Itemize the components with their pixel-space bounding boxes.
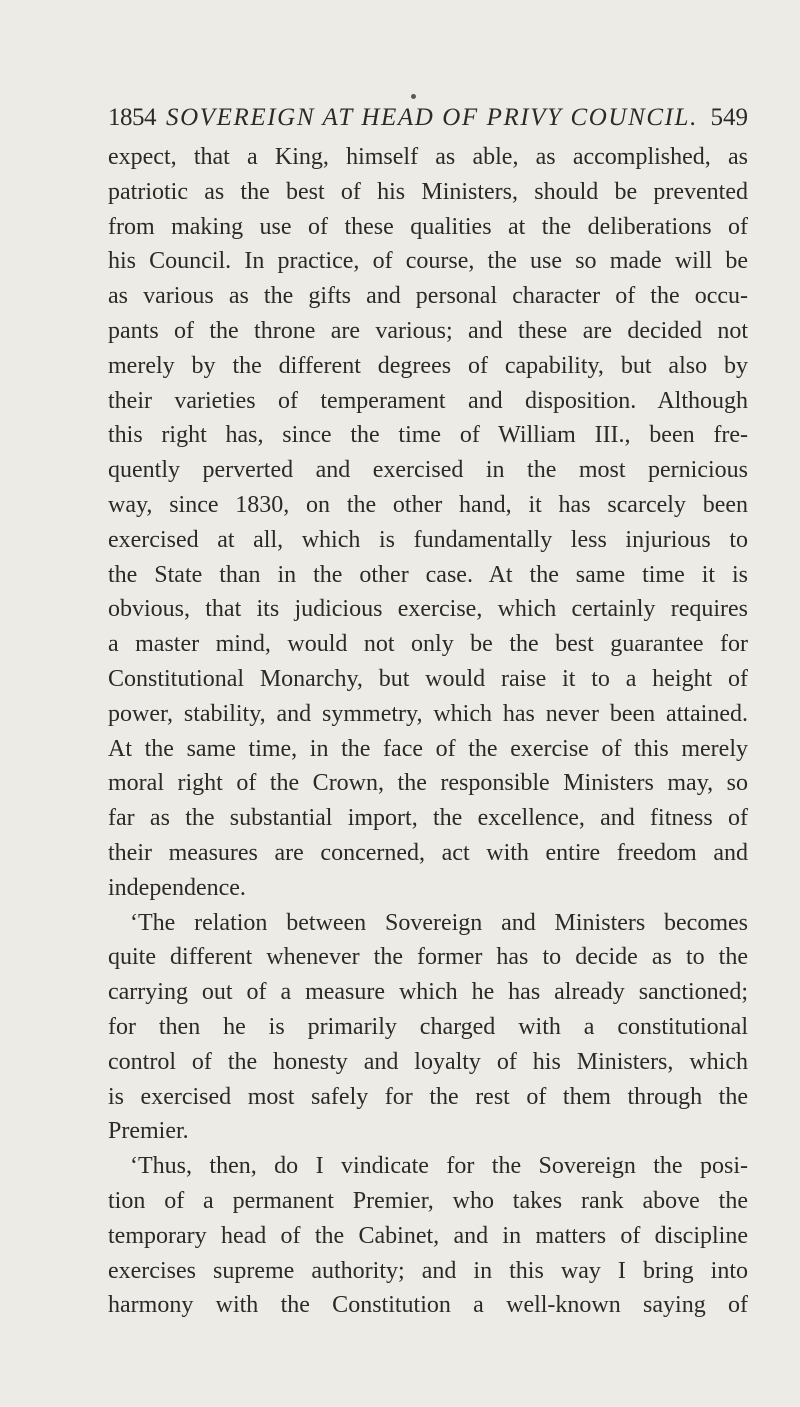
text-line: exercised at all, which is fundamentally less injurious to: [108, 526, 748, 553]
text-line: temporary head of the Cabinet, and in matters of discipline: [108, 1222, 748, 1249]
ink-speck: [411, 94, 416, 99]
text-line: way, since 1830, on the other hand, it has scarcely been: [108, 491, 748, 518]
text-line: obvious, that its judicious exercise, which certainly requires: [108, 596, 748, 623]
text-line: a master mind, would not only be the best guarantee for: [108, 631, 748, 658]
text-line: their measures are concerned, act with entire freedom and: [108, 839, 748, 866]
text-line: ‘Thus, then, do I vindicate for the Sovereign the posi-: [130, 1153, 748, 1180]
text-line: from making use of these qualities at the deliberations of: [108, 213, 748, 240]
text-line: power, stability, and symmetry, which has never been attained.: [108, 700, 748, 727]
text-line: At the same time, in the face of the exercise of this merely: [108, 735, 748, 762]
text-line: carrying out of a measure which he has already sanctioned;: [108, 979, 748, 1006]
text-line: far as the substantial import, the excellence, and fitness of: [108, 805, 748, 832]
text-line: patriotic as the best of his Ministers, should be prevented: [108, 178, 748, 205]
text-line: independence.: [108, 874, 246, 901]
text-line: moral right of the Crown, the responsible Ministers may, so: [108, 770, 748, 797]
text-line: ‘The relation between Sovereign and Ministers becomes: [130, 909, 748, 936]
text-line: Constitutional Monarchy, but would raise it to a height of: [108, 665, 748, 692]
text-line: as various as the gifts and personal character of the occu-: [108, 283, 748, 310]
text-line: their varieties of temperament and disposition. Although: [108, 387, 748, 414]
page-number: 549: [710, 104, 748, 131]
text-line: merely by the different degrees of capability, but also by: [108, 352, 748, 379]
text-line: the State than in the other case. At the same time it is: [108, 561, 748, 588]
text-line: harmony with the Constitution a well-known saying of: [108, 1292, 748, 1319]
text-line: for then he is primarily charged with a constitutional: [108, 1013, 748, 1040]
text-line: tion of a permanent Premier, who takes rank above the: [108, 1187, 748, 1214]
text-line: his Council. In practice, of course, the use so made will be: [108, 248, 748, 275]
running-header: [108, 101, 748, 135]
text-line: Premier.: [108, 1118, 189, 1145]
text-line: quite different whenever the former has to decide as to the: [108, 944, 748, 971]
text-line: pants of the throne are various; and these are decided not: [108, 317, 748, 344]
body-text: [108, 140, 748, 1323]
text-line: is exercised most safely for the rest of them through the: [108, 1083, 748, 1110]
text-line: control of the honesty and loyalty of his Ministers, which: [108, 1048, 748, 1075]
header-year: 1854: [108, 104, 156, 131]
text-line: quently perverted and exercised in the most pernicious: [108, 457, 748, 484]
text-line: exercises supreme authority; and in this way I bring into: [108, 1257, 748, 1284]
text-line: expect, that a King, himself as able, as accomplished, as: [108, 144, 748, 170]
header-title: SOVEREIGN AT HEAD OF PRIVY COUNCIL.: [166, 104, 698, 131]
text-line: this right has, since the time of William III., been fre-: [108, 422, 748, 449]
